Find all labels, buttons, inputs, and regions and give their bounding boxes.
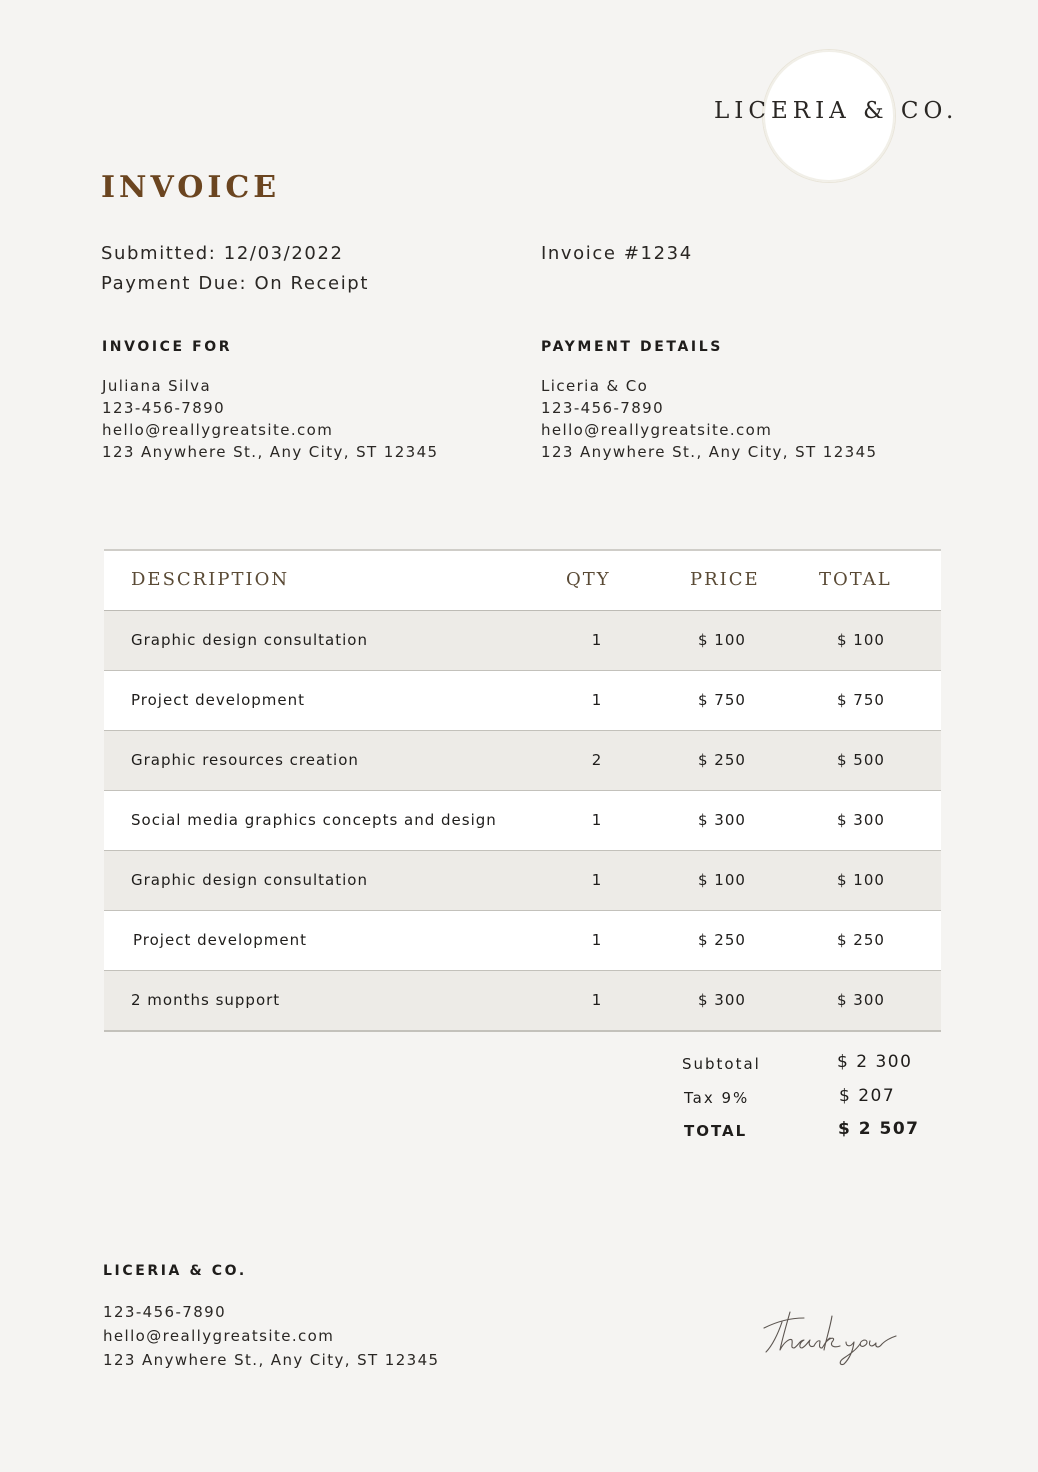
header-total: TOTAL bbox=[819, 569, 892, 590]
payee-phone: 123-456-7890 bbox=[541, 399, 665, 417]
submitted-date: Submitted: 12/03/2022 bbox=[101, 243, 344, 264]
row-description: Graphic design consultation bbox=[131, 631, 368, 649]
client-street: 123 Anywhere St., Any City, ST 12345 bbox=[102, 443, 439, 461]
invoice-number: Invoice #1234 bbox=[541, 243, 693, 264]
row-price: $ 100 bbox=[698, 631, 746, 649]
table-row bbox=[104, 971, 941, 1032]
table-header bbox=[104, 549, 941, 611]
client-email: hello@reallygreatsite.com bbox=[102, 421, 334, 439]
table-row bbox=[104, 911, 941, 971]
row-qty: 1 bbox=[591, 631, 603, 649]
payment-details-heading: PAYMENT DETAILS bbox=[541, 339, 723, 355]
header-price: PRICE bbox=[690, 569, 760, 590]
table-row bbox=[104, 671, 941, 731]
footer-phone: 123-456-7890 bbox=[103, 1303, 227, 1321]
page-title: INVOICE bbox=[101, 170, 281, 205]
row-total: $ 500 bbox=[837, 751, 885, 769]
row-total: $ 300 bbox=[837, 811, 885, 829]
row-price: $ 750 bbox=[698, 691, 746, 709]
row-price: $ 300 bbox=[698, 811, 746, 829]
row-price: $ 300 bbox=[698, 991, 746, 1009]
row-total: $ 300 bbox=[837, 991, 885, 1009]
row-total: $ 250 bbox=[837, 931, 885, 949]
table-row bbox=[104, 851, 941, 911]
row-description: 2 months support bbox=[131, 991, 281, 1009]
invoice-for-address bbox=[102, 375, 439, 463]
row-qty: 1 bbox=[591, 691, 603, 709]
row-qty: 1 bbox=[591, 991, 603, 1009]
total-value: $ 2 507 bbox=[838, 1119, 920, 1139]
tax-label: Tax 9% bbox=[684, 1089, 750, 1107]
row-total: $ 100 bbox=[837, 631, 885, 649]
row-total: $ 750 bbox=[837, 691, 885, 709]
payee-name: Liceria & Co bbox=[541, 377, 649, 395]
footer-contact bbox=[103, 1300, 440, 1372]
payee-street: 123 Anywhere St., Any City, ST 12345 bbox=[541, 443, 878, 461]
client-phone: 123-456-7890 bbox=[102, 399, 226, 417]
table-row bbox=[104, 611, 941, 671]
header-qty: QTY bbox=[566, 569, 611, 590]
subtotal-label: Subtotal bbox=[682, 1055, 761, 1073]
subtotal-value: $ 2 300 bbox=[837, 1052, 913, 1072]
client-name: Juliana Silva bbox=[102, 377, 212, 395]
row-qty: 2 bbox=[591, 751, 603, 769]
row-qty: 1 bbox=[591, 871, 603, 889]
row-description: Project development bbox=[131, 691, 306, 709]
footer-street: 123 Anywhere St., Any City, ST 12345 bbox=[103, 1351, 440, 1369]
thank-you-signature bbox=[760, 1306, 900, 1368]
row-qty: 1 bbox=[591, 811, 603, 829]
table-row bbox=[104, 791, 941, 851]
row-description: Social media graphics concepts and design bbox=[131, 811, 497, 829]
header-description: DESCRIPTION bbox=[131, 569, 290, 590]
row-description: Graphic resources creation bbox=[131, 751, 359, 769]
line-items-table bbox=[104, 549, 941, 1032]
row-price: $ 250 bbox=[698, 751, 746, 769]
row-price: $ 250 bbox=[698, 931, 746, 949]
row-qty: 1 bbox=[591, 931, 603, 949]
footer-email: hello@reallygreatsite.com bbox=[103, 1327, 335, 1345]
total-label: TOTAL bbox=[684, 1122, 748, 1140]
brand-logo: LICERIA & CO. bbox=[714, 98, 959, 124]
payment-due: Payment Due: On Receipt bbox=[101, 273, 369, 294]
invoice-for-heading: INVOICE FOR bbox=[102, 339, 233, 355]
table-row bbox=[104, 731, 941, 791]
row-description: Graphic design consultation bbox=[131, 871, 368, 889]
payee-email: hello@reallygreatsite.com bbox=[541, 421, 773, 439]
row-price: $ 100 bbox=[698, 871, 746, 889]
tax-value: $ 207 bbox=[839, 1086, 896, 1106]
footer-company: LICERIA & CO. bbox=[103, 1263, 247, 1279]
row-description: Project development bbox=[133, 931, 308, 949]
payment-details-address bbox=[541, 375, 878, 463]
row-total: $ 100 bbox=[837, 871, 885, 889]
